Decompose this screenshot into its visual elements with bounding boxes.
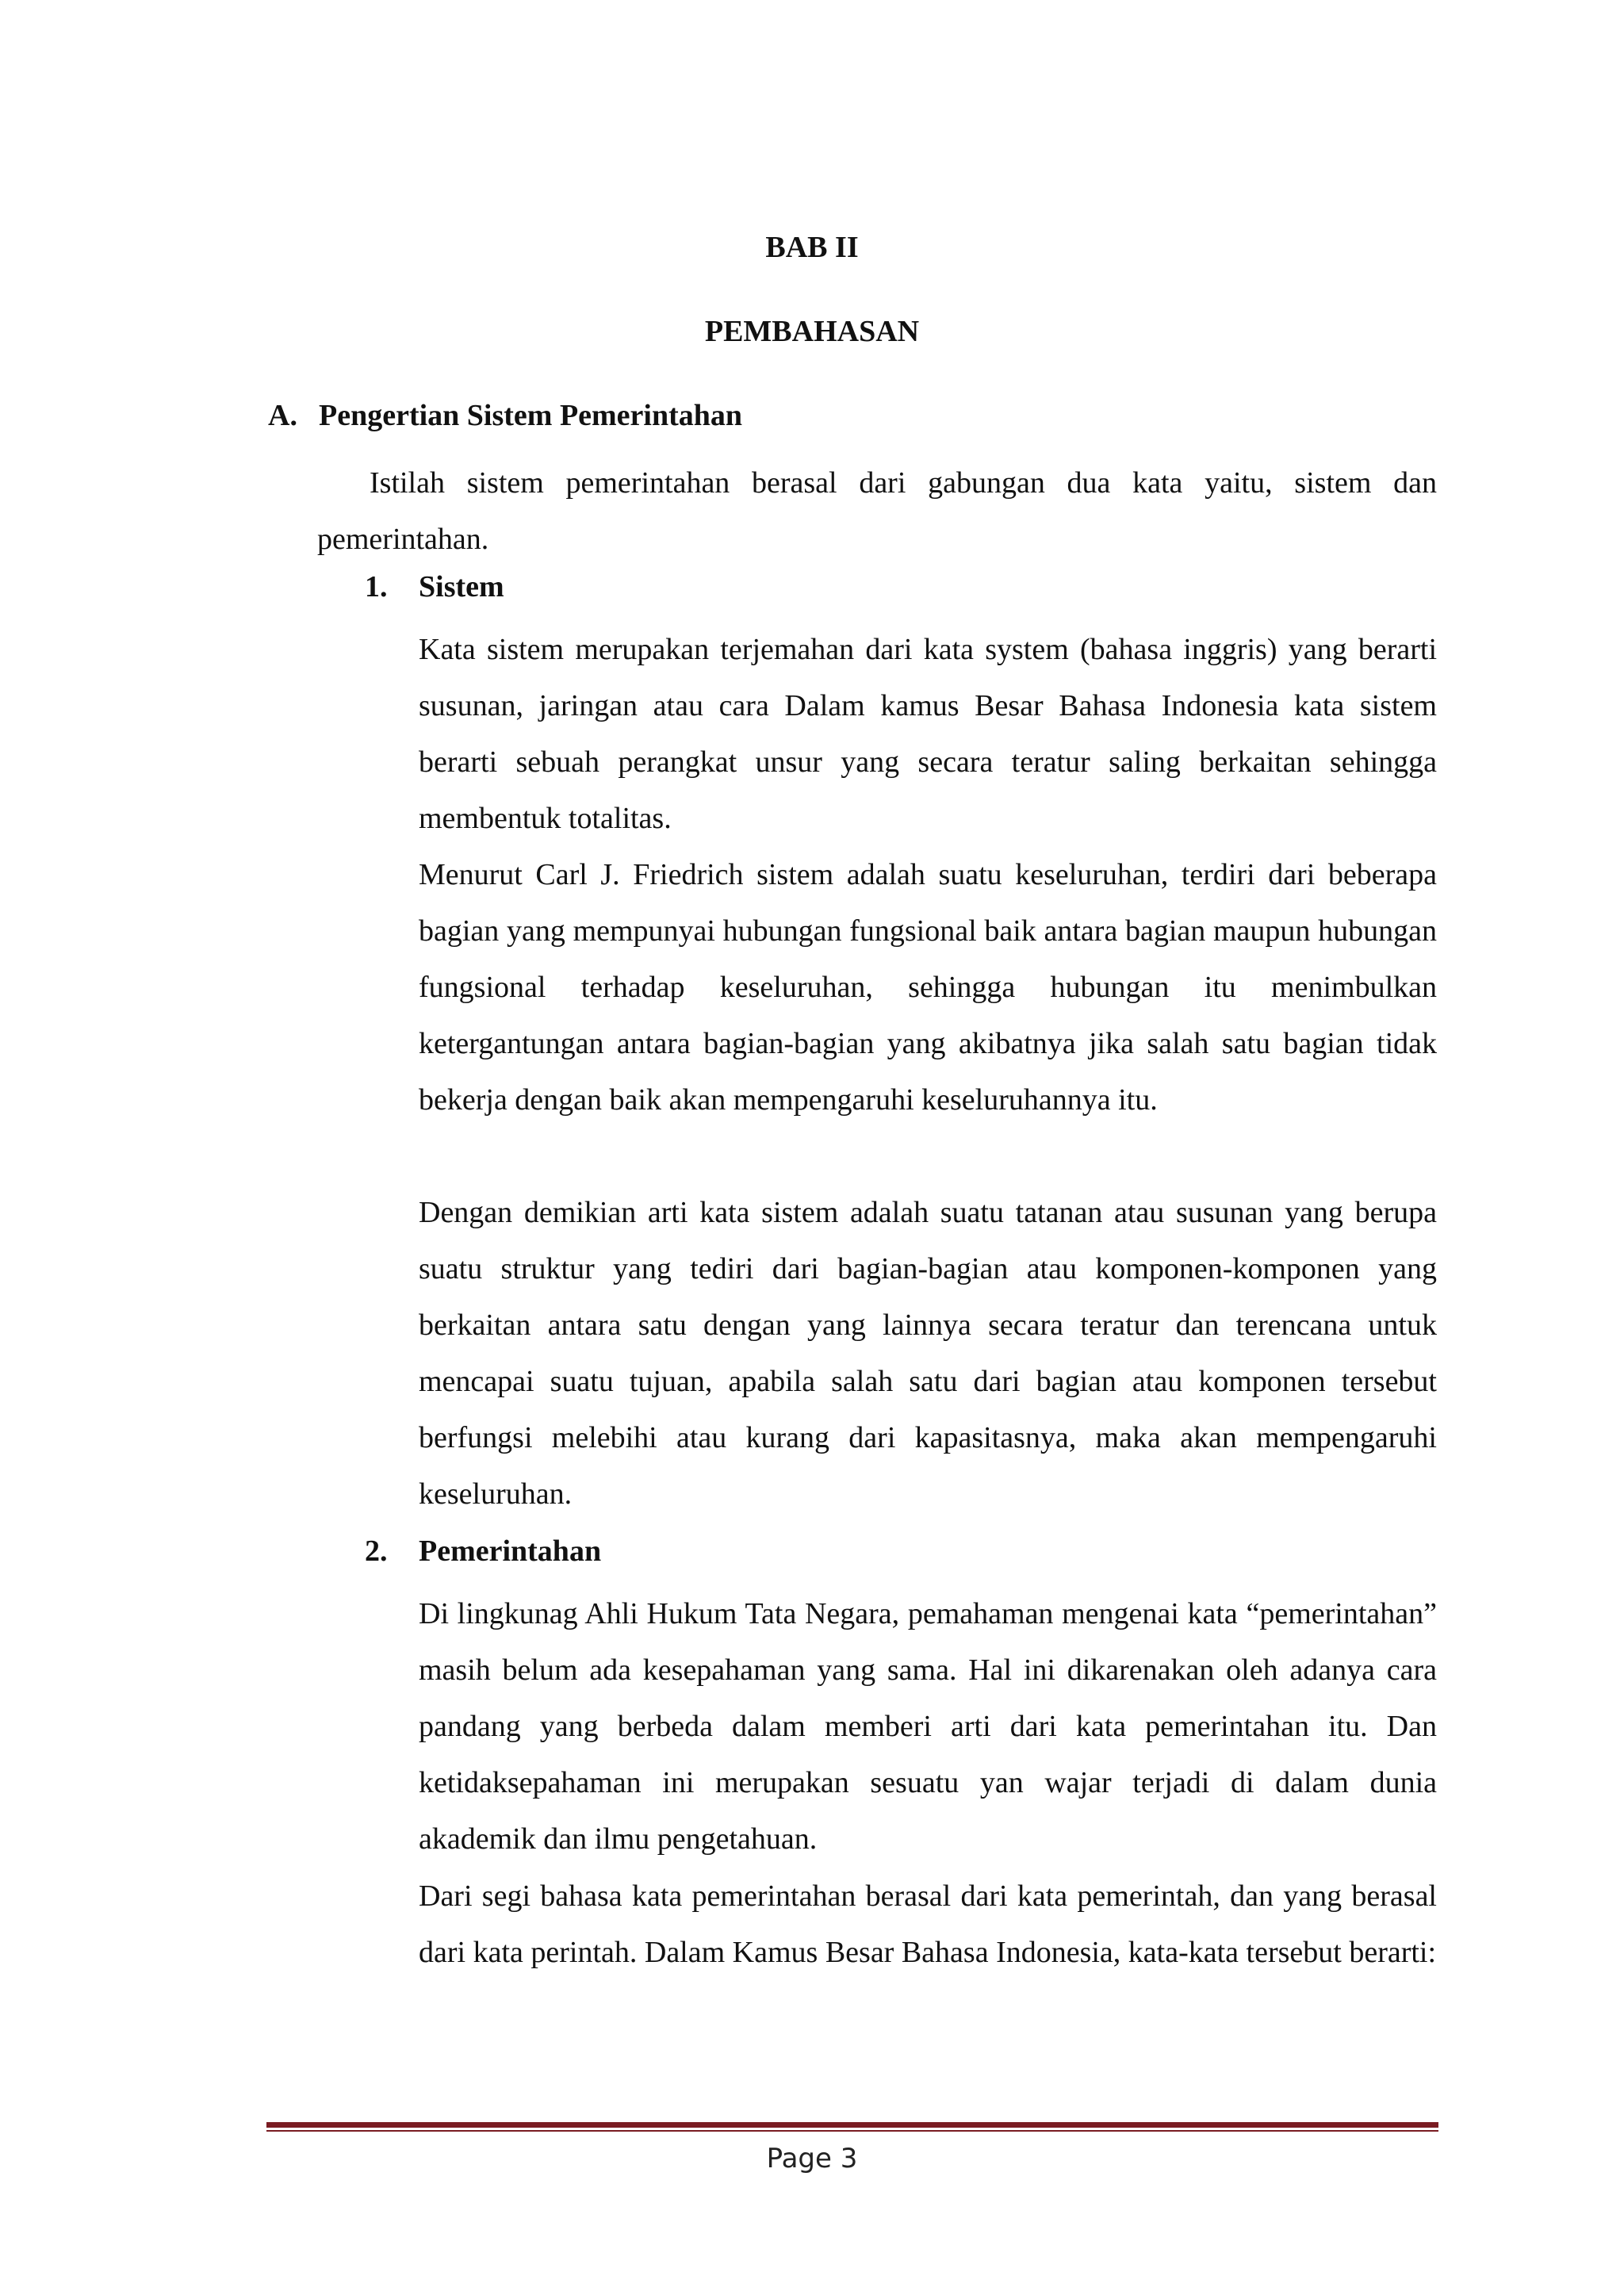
footer-rule-thick	[266, 2122, 1438, 2128]
chapter-title: BAB II	[765, 231, 859, 264]
section-a-heading	[268, 398, 1457, 433]
section-a-title: Pengertian Sistem Pemerintahan	[319, 399, 743, 432]
item-1-paragraph-2: Menurut Carl J. Friedrich sistem adalah suatu keseluruhan, terdiri dari beberapa bagian yang mempunyai hubungan fungsional baik antara bagian maupun hubungan fungsional terhadap keseluruhan, sehingga hubungan itu menimbulkan ketergantungan antara bagian-bagian yang akibatnya jika salah satu bagian tidak bekerja dengan baik akan mempengaruhi keseluruhannya itu.	[419, 858, 1437, 1117]
item-1-paragraph-3: Dengan demikian arti kata sistem adalah suatu tatanan atau susunan yang berupa suatu struktur yang tediri dari bagian-bagian atau komponen-komponen yang berkaitan antara satu dengan yang lainnya secara teratur dan terencana untuk mencapai suatu tujuan, apabila salah satu dari bagian atau komponen tersebut berfungsi melebihi atau kurang dari kapasitasnya, maka akan mempengaruhi keseluruhan.	[419, 1196, 1437, 1511]
section-a-marker: A.	[268, 399, 297, 432]
chapter-subtitle: PEMBAHASAN	[704, 315, 920, 348]
page-number: Page 3	[766, 2143, 858, 2174]
item-1-paragraph-1: Kata sistem merupakan terjemahan dari kata system (bahasa inggris) yang berarti susunan, jaringan atau cara Dalam kamus Besar Bahasa Indonesia kata sistem berarti sebuah perangkat unsur yang secara teratur saling berkaitan sehingga membentuk totalitas.	[419, 633, 1437, 835]
item-1-marker: 1.	[365, 570, 388, 603]
section-a-intro: Istilah sistem pemerintahan berasal dari gabungan dua kata yaitu, sistem dan pemerintahan.	[317, 466, 1437, 556]
item-1-heading	[365, 569, 1396, 604]
item-2-marker: 2.	[365, 1534, 388, 1568]
footer-rule	[266, 2122, 1438, 2130]
item-2-paragraph-2: Dari segi bahasa kata pemerintahan berasal dari kata pemerintah, dan yang berasal dari kata perintah. Dalam Kamus Besar Bahasa Indonesia, kata-kata tersebut berarti:	[419, 1879, 1437, 1969]
item-1-title: Sistem	[419, 570, 504, 603]
footer-rule-thin	[266, 2130, 1438, 2132]
item-2-title: Pemerintahan	[419, 1534, 602, 1568]
item-2-heading	[365, 1534, 1396, 1569]
item-2-paragraph-1: Di lingkunag Ahli Hukum Tata Negara, pemahaman mengenai kata “pemerintahan” masih belum ada kesepahaman yang sama. Hal ini dikarenakan oleh adanya cara pandang yang berbeda dalam memberi arti dari kata pemerintahan itu. Dan ketidaksepahaman ini merupakan sesuatu yan wajar terjadi di dalam dunia akademik dan ilmu pengetahuan.	[419, 1597, 1437, 1856]
